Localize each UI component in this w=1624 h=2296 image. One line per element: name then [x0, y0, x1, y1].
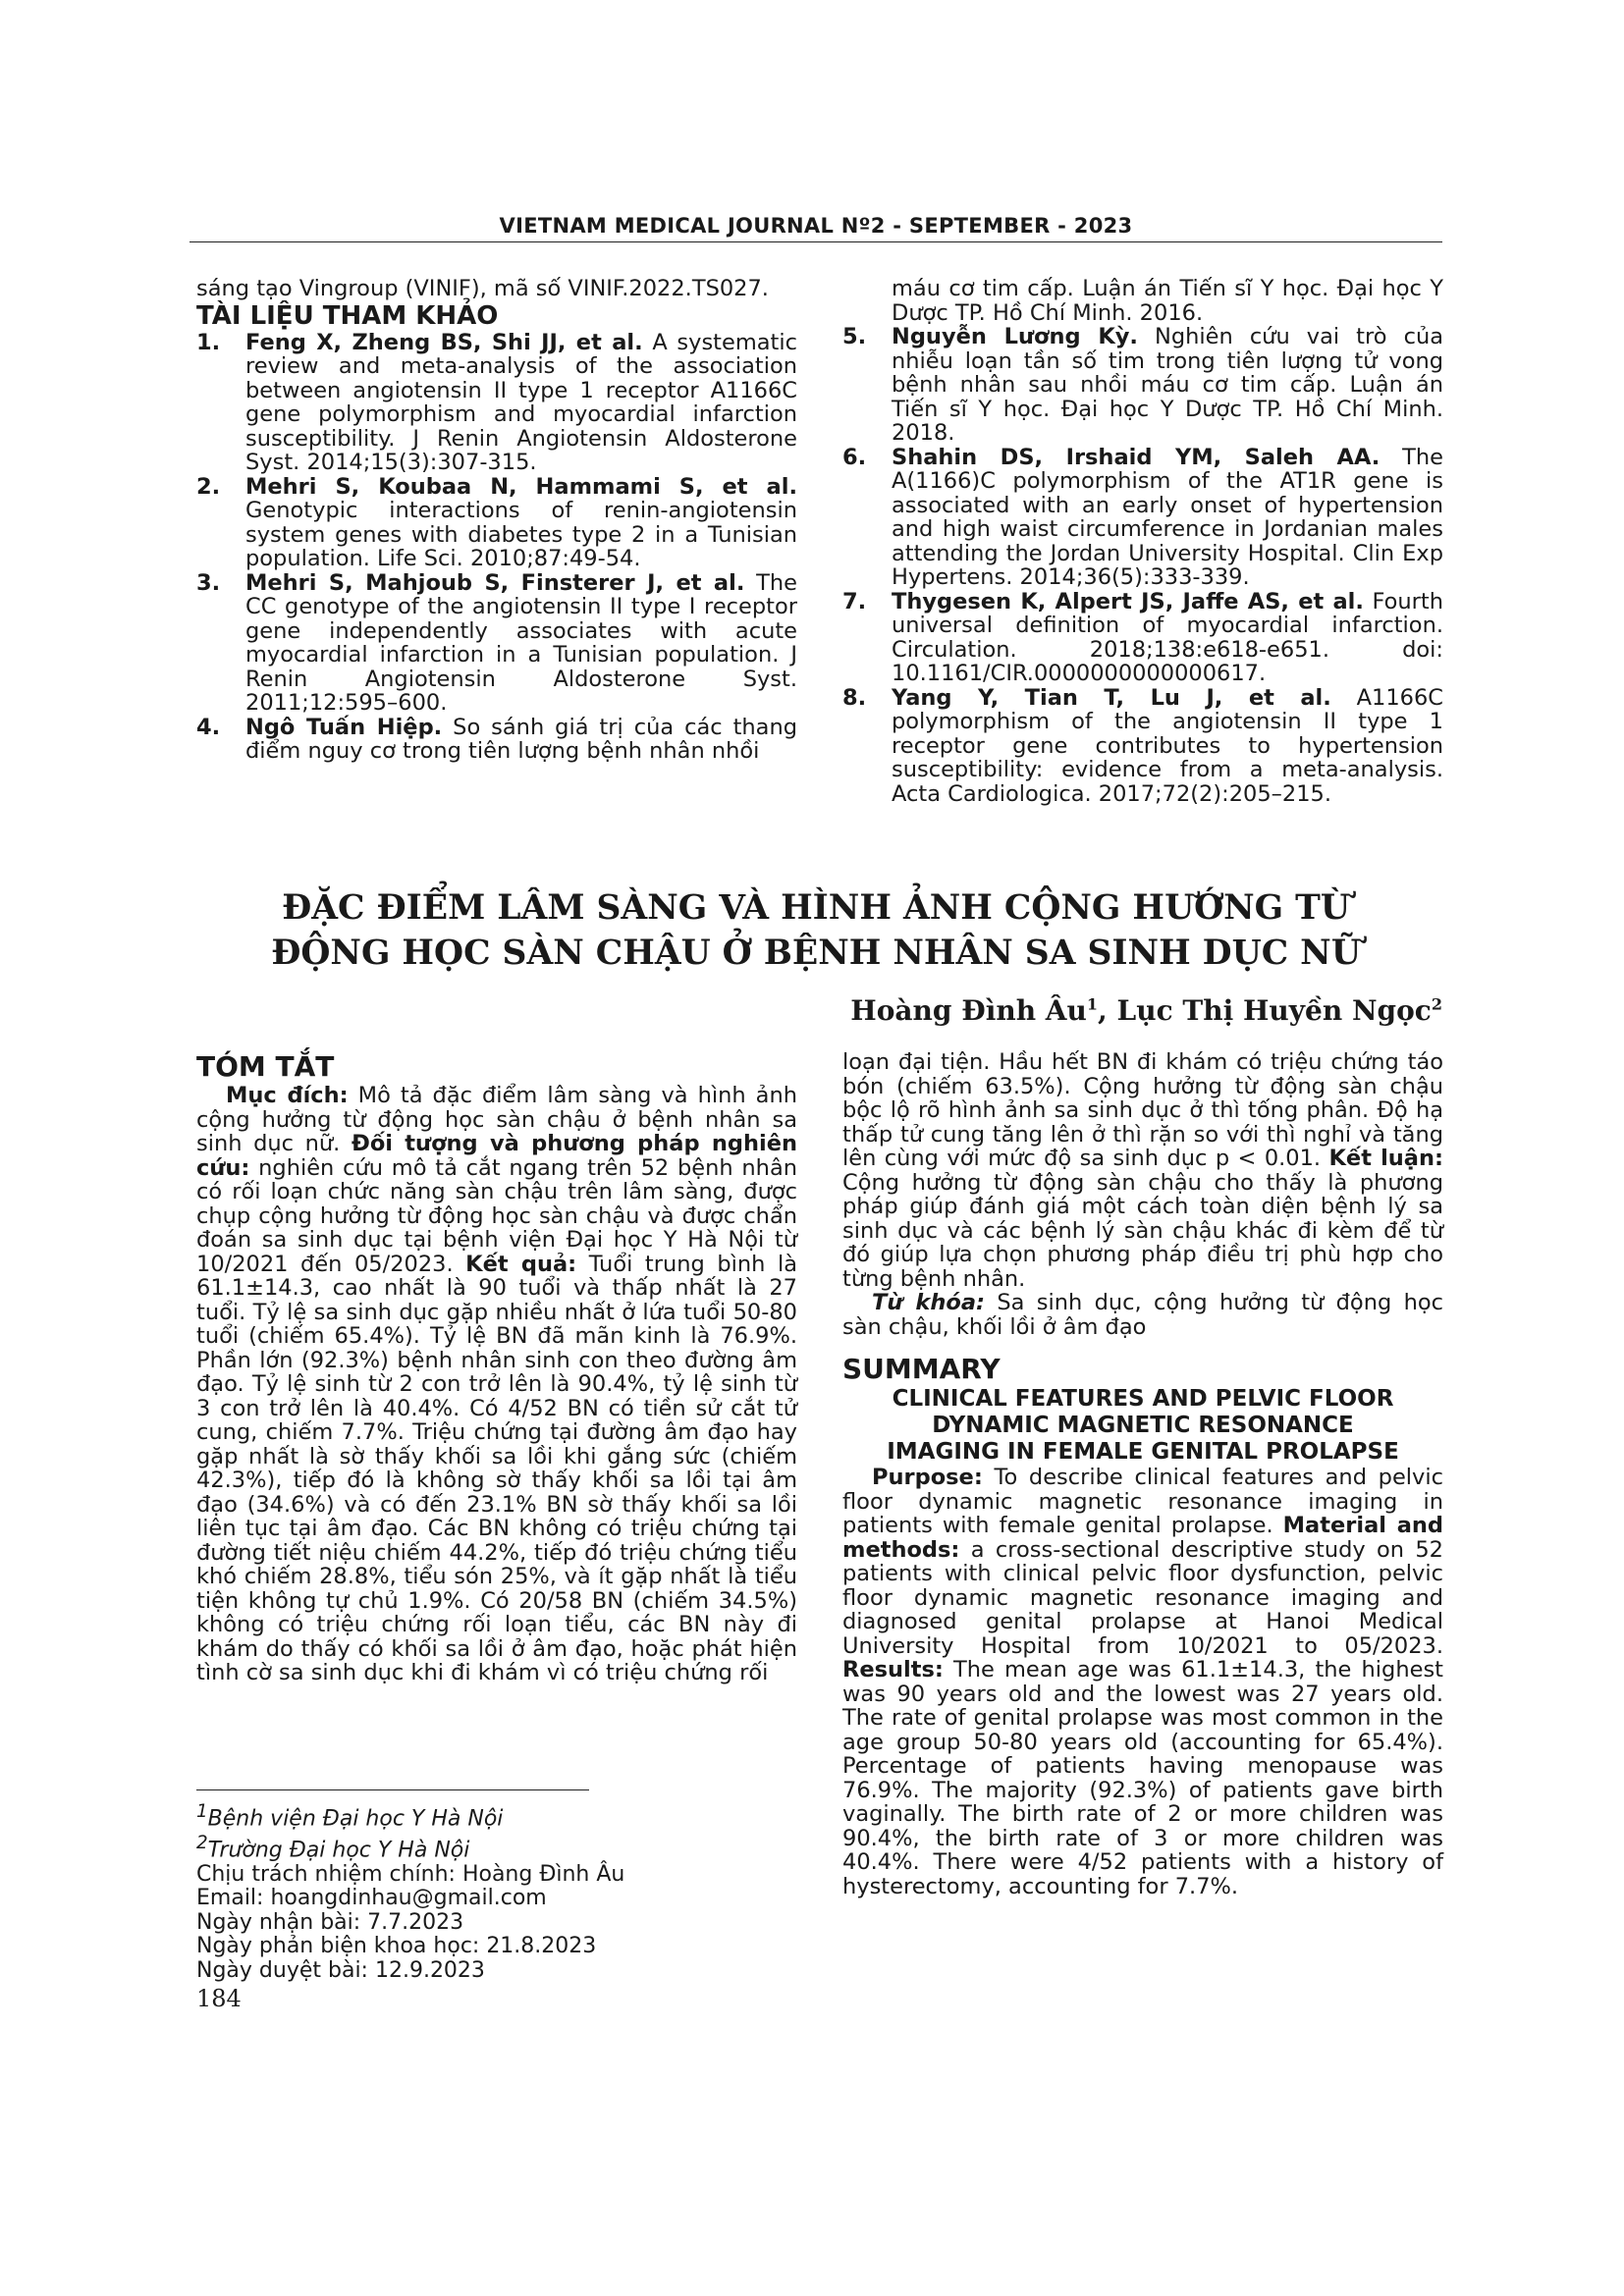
summary-heading: SUMMARY	[842, 1353, 1001, 1385]
reference-text: The A(1166)C polymorphism of the AT1R gene is associated with an early onset of hypertension and high waist circumference in Jordanian males attending the Jordan University Hospital. Clin Exp Hypertens. 2014;36(5):333-339.	[892, 444, 1444, 590]
abstract-vi-paragraph	[196, 1084, 797, 1685]
article-title-line: ĐẶC ĐIỂM LÂM SÀNG VÀ HÌNH ẢNH CỘNG HƯỚNG TỪ	[282, 888, 1350, 928]
reference-item	[842, 590, 1443, 686]
results-text: The mean age was 61.1±14.3, the highest was 90 years old and the lowest was 27 years old. The rate of genital prolapse was most common in the age group 50-80 years old (accounting for 65.4%). Percentage of patients having menopause was 76.9%. The majority (92.3%) of patients gave birth vaginally. The birth rate of 2 or more children was 90.4%, the birth rate of 3 or more children was 40.4%. There were 4/52 patients with a history of hysterectomy, accounting for 7.7%.	[842, 1657, 1443, 1899]
affiliation-mark: 1	[196, 1801, 208, 1822]
keywords-label: Từ khóa:	[872, 1290, 986, 1315]
reference-text: A1166C polymorphism of the angiotensin II type 1 receptor gene contributes to hypertension susceptibility: evidence from a meta-analysis. Acta Cardiologica. 2017;72(2):205–215.	[892, 684, 1444, 807]
affiliation-text: Bệnh viện Đại học Y Hà Nội	[207, 1806, 504, 1832]
abstract-vi-heading: TÓM TẮT	[196, 1050, 335, 1083]
purpose-label: Mục đích:	[226, 1083, 349, 1108]
affiliation-mark: 2	[196, 1832, 208, 1853]
reference-item	[196, 475, 797, 571]
reference-text: Genotypic interactions of renin-angiotensin system genes with diabetes type 2 in a Tunisian population. Life Sci. 2010;87:49-54.	[245, 498, 797, 571]
reference-number: 5.	[842, 324, 867, 349]
summary-title-line: CLINICAL FEATURES AND PELVIC FLOOR	[892, 1386, 1394, 1412]
funding-text: sáng tạo Vingroup (VINIF), mã số VINIF.2022.TS027.	[196, 276, 769, 301]
reference-authors: Ngô Tuấn Hiệp.	[245, 714, 443, 740]
article-authors	[850, 994, 1442, 1027]
reference-item	[842, 446, 1443, 590]
reference-continuation: máu cơ tim cấp. Luận án Tiến sĩ Y học. Đại học Y Dược TP. Hồ Chí Minh. 2016.	[892, 276, 1443, 326]
references-title: TÀI LIỆU THAM KHẢO	[196, 300, 499, 331]
reference-text: Nghiên cứu vai trò của nhiễu loạn tần số tim trong tiên lượng tử vong bệnh nhân sau nhồi máu cơ tim cấp. Luận án Tiến sĩ Y học. Đại học Y Dược TP. Hồ Chí Minh. 2018.	[892, 324, 1443, 446]
reference-text: Fourth universal definition of myocardial infarction. Circulation. 2018;138:e618-e651. doi: 10.1161/CIR.0000000000000617.	[892, 588, 1443, 686]
summary-title-line: DYNAMIC MAGNETIC RESONANCE	[932, 1413, 1354, 1438]
abstract-vi-column	[196, 1050, 797, 1685]
reference-number: 8.	[842, 684, 867, 711]
affiliation-1	[196, 1800, 797, 1832]
reference-number: 4.	[196, 714, 221, 740]
purpose-text: Mô tả đặc điểm lâm sàng và hình ảnh cộng hưởng từ động học sàn chậu ở bệnh nhân sa sinh dục nữ.	[196, 1083, 797, 1156]
results-text: Tuổi trung bình là 61.1±14.3, cao nhất là 90 tuổi và thấp nhất là 27 tuổi. Tỷ lệ sa sinh dục gặp nhiều nhất ở lứa tuổi 50-80 tuổi (chiếm 65.4%). Tỷ lệ BN đã mãn kinh là 76.9%. Phần lớn (92.3%) bệnh nhân sinh con theo đường âm đạo. Tỷ lệ sinh từ 2 con trở lên là 90.4%, tỷ lệ sinh từ 3 con trở lên là 40.4%. Có 4/52 BN có tiền sử cắt tử cung, chiếm 7.7%. Triệu chứng tại đường âm đạo hay gặp nhất là sờ thấy khối sa lồi khi gắng sức (chiếm 42.3%), tiếp đó là không sờ thấy khối sa lồi tại âm đạo (34.6%) và có đến 23.1% BN sờ thấy khối sa lồi liên tục tại âm đạo. Các BN không có triệu chứng tại đường tiết niệu chiếm 44.2%, tiếp đó triệu chứng tiểu khó chiếm 28.8%, tiểu són 25%, và ít gặp nhất là tiểu tiện không tự chủ 1.9%. Có 20/58 BN (chiếm 34.5%) không có triệu chứng rối loạn tiểu, các BN này đi khám do thấy có khối sa lồi ở âm đạo, hoặc phát hiện tình cờ sa sinh dục khi đi khám vì có triệu chứng rối	[196, 1251, 797, 1685]
author-name: Hoàng Đình Âu	[850, 994, 1087, 1027]
reference-item	[842, 325, 1443, 446]
purpose-text: To describe clinical features and pelvic floor dynamic magnetic resonance imaging in patients with female genital prolapse.	[842, 1465, 1443, 1538]
keywords-text: Sa sinh dục, cộng hưởng từ động học sàn chậu, khối lồi ở âm đạo	[842, 1290, 1443, 1340]
reference-text: The CC genotype of the angiotensin II type I receptor gene independently associates with acute myocardial infarction in a Tunisian population. J Renin Angiotensin Aldosterone Syst. 2011;12:595–600.	[245, 569, 797, 716]
methods-label: Đối tượng và phương pháp nghiên cứu:	[196, 1131, 797, 1181]
reference-authors: Yang Y, Tian T, Lu J, et al.	[892, 684, 1331, 711]
author-affiliation-mark: 1	[1086, 994, 1099, 1014]
article-title	[189, 885, 1442, 976]
results-continuation: loạn đại tiện. Hầu hết BN đi khám có triệu chứng táo bón (chiếm 63.5%). Cộng hưởng từ động sàn chậu bộc lộ rõ hình ảnh sa sinh dục ở thì tống phân. Độ hạ thấp tử cung tăng lên ở thì rặn so với thì nghỉ và tăng lên cùng với mức độ sa sinh dục p < 0.01.	[842, 1049, 1443, 1171]
reference-text: So sánh giá trị của các thang điểm nguy cơ trong tiên lượng bệnh nhân nhồi	[245, 714, 797, 764]
author-separator: ,	[1098, 994, 1117, 1027]
reference-authors: Shahin DS, Irshaid YM, Saleh AA.	[892, 444, 1380, 470]
affiliation-2	[196, 1832, 797, 1863]
reference-text: A systematic review and meta-analysis of the association between angiotensin II type 1 receptor A1166C gene polymorphism and myocardial infarction susceptibility. J Renin Angiotensin Aldosterone Syst. 2014;15(3):307-315.	[245, 329, 797, 475]
top-right-column	[842, 277, 1443, 806]
reference-authors: Nguyễn Lương Kỳ.	[892, 324, 1138, 349]
date-reviewed: Ngày phản biện khoa học: 21.8.2023	[196, 1934, 597, 1959]
affiliation-text: Trường Đại học Y Hà Nội	[207, 1838, 470, 1863]
summary-column	[842, 1050, 1443, 1898]
reference-item	[196, 331, 797, 475]
author-affiliation-mark: 2	[1431, 994, 1442, 1014]
methods-text: a cross-sectional descriptive study on 52 patients with clinical pelvic floor dysfunction, pelvic floor dynamic magnetic resonance imaging and diagnosed genital prolapse at Hanoi Medical University Hospital from 10/2021 to 05/2023.	[842, 1536, 1443, 1659]
footnotes	[196, 1800, 797, 1983]
reference-item	[196, 716, 797, 764]
results-label: Results:	[842, 1657, 944, 1682]
keywords	[842, 1291, 1443, 1339]
responsible-author: Chịu trách nhiệm chính: Hoàng Đình Âu	[196, 1861, 625, 1887]
date-received: Ngày nhận bài: 7.7.2023	[196, 1909, 464, 1935]
footnote-rule	[196, 1789, 589, 1790]
reference-item	[196, 571, 797, 716]
reference-item	[842, 686, 1443, 807]
author-name: Lục Thị Huyền Ngọc	[1116, 994, 1432, 1027]
summary-title-line: IMAGING IN FEMALE GENITAL PROLAPSE	[887, 1439, 1399, 1465]
abstract-vi-continuation	[842, 1050, 1443, 1291]
reference-authors: Mehri S, Mahjoub S, Finsterer J, et al.	[245, 569, 745, 596]
reference-number: 3.	[196, 569, 221, 596]
reference-number: 6.	[842, 444, 867, 470]
article-title-line: ĐỘNG HỌC SÀN CHẬU Ở BỆNH NHÂN SA SINH DỤC NỮ	[271, 934, 1361, 973]
journal-header: VIETNAM MEDICAL JOURNAL Nº2 - SEPTEMBER - 2023	[499, 214, 1133, 238]
top-left-column	[196, 277, 797, 764]
conclusion-label: Kết luận:	[1328, 1146, 1443, 1171]
reference-authors: Mehri S, Koubaa N, Hammami S, et al.	[245, 473, 797, 500]
date-approved: Ngày duyệt bài: 12.9.2023	[196, 1957, 485, 1983]
reference-authors: Thygesen K, Alpert JS, Jaffe AS, et al.	[892, 588, 1364, 614]
reference-authors: Feng X, Zheng BS, Shi JJ, et al.	[245, 329, 643, 355]
reference-number: 1.	[196, 329, 221, 355]
email: Email: hoangdinhau@gmail.com	[196, 1886, 547, 1911]
reference-number: 2.	[196, 473, 221, 500]
summary-paragraph	[842, 1466, 1443, 1898]
page-number: 184	[196, 1985, 242, 2012]
methods-text: nghiên cứu mô tả cắt ngang trên 52 bệnh nhân có rối loạn chức năng sàn chậu trên lâm sàng, được chụp cộng hưởng từ động học sàn chậu và được chẩn đoán sa sinh dục tại bệnh viện Đại học Y Hà Nội từ 10/2021 đến 05/2023.	[196, 1154, 797, 1277]
reference-number: 7.	[842, 588, 867, 614]
results-label: Kết quả:	[465, 1251, 577, 1277]
header-rule	[189, 241, 1442, 242]
conclusion-text: Cộng hưởng từ động sàn chậu cho thấy là phương pháp giúp đánh giá một cách toàn diện bệnh lý sa sinh dục và các bệnh lý sàn chậu khác đi kèm để từ đó giúp lựa chọn phương pháp điều trị phù hợp cho từng bệnh nhân.	[842, 1169, 1443, 1292]
purpose-label: Purpose:	[872, 1465, 983, 1490]
methods-label: Material and methods:	[842, 1513, 1443, 1563]
